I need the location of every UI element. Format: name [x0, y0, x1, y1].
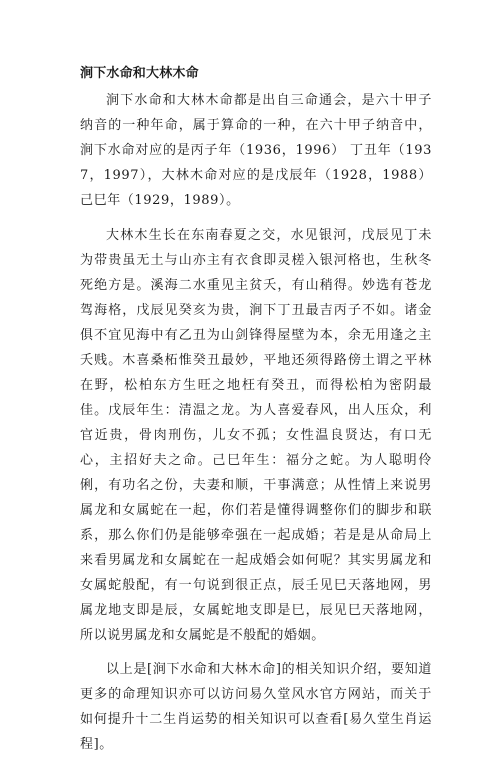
paragraph-body: 大林木生长在东南春夏之交，水见银河，戊辰见丁未为带贵虽无土与山亦主有衣食即灵槎入银河格也，生秋冬死绝方是。溪海二水重见主贫夭，有山稍得。妙选有苍龙驾海格，戊辰见癸亥为贵，涧下丁丑最吉丙子不如。诸金俱不宜见海中有乙丑为山剑锋得屋壁为本，余无用逢之主夭贱。木喜桑柘惟癸丑最妙，平地还须得路傍土谓之平林在野，松柏东方生旺之地枉有癸丑，而得松柏为密阴最佳。戊辰年生：清温之龙。为人喜爱春风，出人压众，利官近贵，骨肉刑伤，儿女不孤；女性温良贤达，有口无心，主招好夫之命。己巳年生：福分之蛇。为人聪明伶俐，有功名之份，夫妻和顺，干事满意；从性情上来说男属龙和女属蛇在一起，你们若是懂得调整你们的脚步和联系，那么你们仍是能够牵强在一起成婚；若是是从命局上来看男属龙和女属蛇在一起成婚会如何呢？其实男属龙和女属蛇般配，有一句说到很正点，辰壬见巳天落地网，男属龙地支即是辰，女属蛇地支即是巳，辰见巳天落地网，所以说男属龙和女属蛇是不般配的婚姻。	[80, 228, 432, 643]
paragraph-closing: 以上是[涧下水命和大林木命]的相关知识介绍，要知道更多的命理知识亦可以访问易久堂风水官方网站，而关于如何提升十二生肖运势的相关知识可以查看[易久堂生肖运程]。	[80, 662, 432, 752]
paragraph-intro: 涧下水命和大林木命都是出自三命通会，是六十甲子纳音的一种年命，属于算命的一种，在六十甲子纳音中，涧下水命对应的是丙子年（1936，1996） 丁丑年（1937，1997），大林木命对应的是戊辰年（1928，1988） 己巳年（1929，1989）。	[80, 93, 432, 208]
document-title: 涧下水命和大林木命	[80, 66, 199, 81]
